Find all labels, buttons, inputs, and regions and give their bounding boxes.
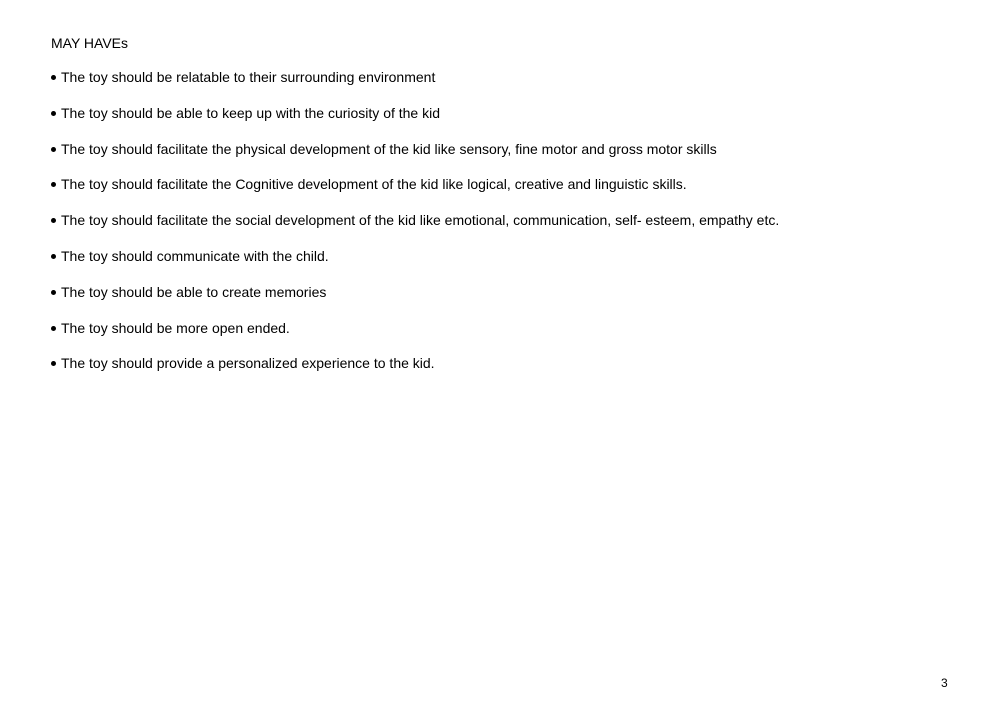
list-item-text: The toy should communicate with the child. [61,247,329,264]
list-item [51,104,779,122]
bullet-dot-icon [51,218,56,223]
list-item-text: The toy should be able to keep up with the curiosity of the kid [61,104,441,121]
list-item [51,247,779,265]
bullet-dot-icon [51,254,56,259]
list-item [51,283,779,301]
list-item-text: The toy should be able to create memories [61,283,327,300]
bullet-dot-icon [51,75,56,80]
list-item [51,68,779,86]
bullet-dot-icon [51,361,56,366]
list-item-text: The toy should facilitate the physical development of the kid like sensory, fine motor and gross motor skills [61,140,717,157]
bullet-dot-icon [51,326,56,331]
list-item-text: The toy should be relatable to their surrounding environment [61,69,436,85]
bullet-dot-icon [51,147,56,152]
list-item-text: The toy should facilitate the Cognitive development of the kid like logical, creative and linguistic skills. [61,176,687,193]
list-item-text: The toy should provide a personalized experience to the kid. [61,355,435,372]
list-item [51,319,779,337]
list-item [51,175,779,193]
page-number: 3 [941,676,948,690]
list-item-text: The toy should facilitate the social development of the kid like emotional, communication, self- esteem, empathy etc. [61,212,780,229]
section-heading: MAY HAVEs [51,35,129,51]
bullet-dot-icon [51,290,56,295]
list-item [51,354,779,372]
bullet-dot-icon [51,111,56,116]
list-item [51,211,779,229]
list-item-text: The toy should be more open ended. [61,319,290,336]
list-item [51,140,779,158]
bullet-dot-icon [51,182,56,187]
requirements-list [51,68,779,390]
